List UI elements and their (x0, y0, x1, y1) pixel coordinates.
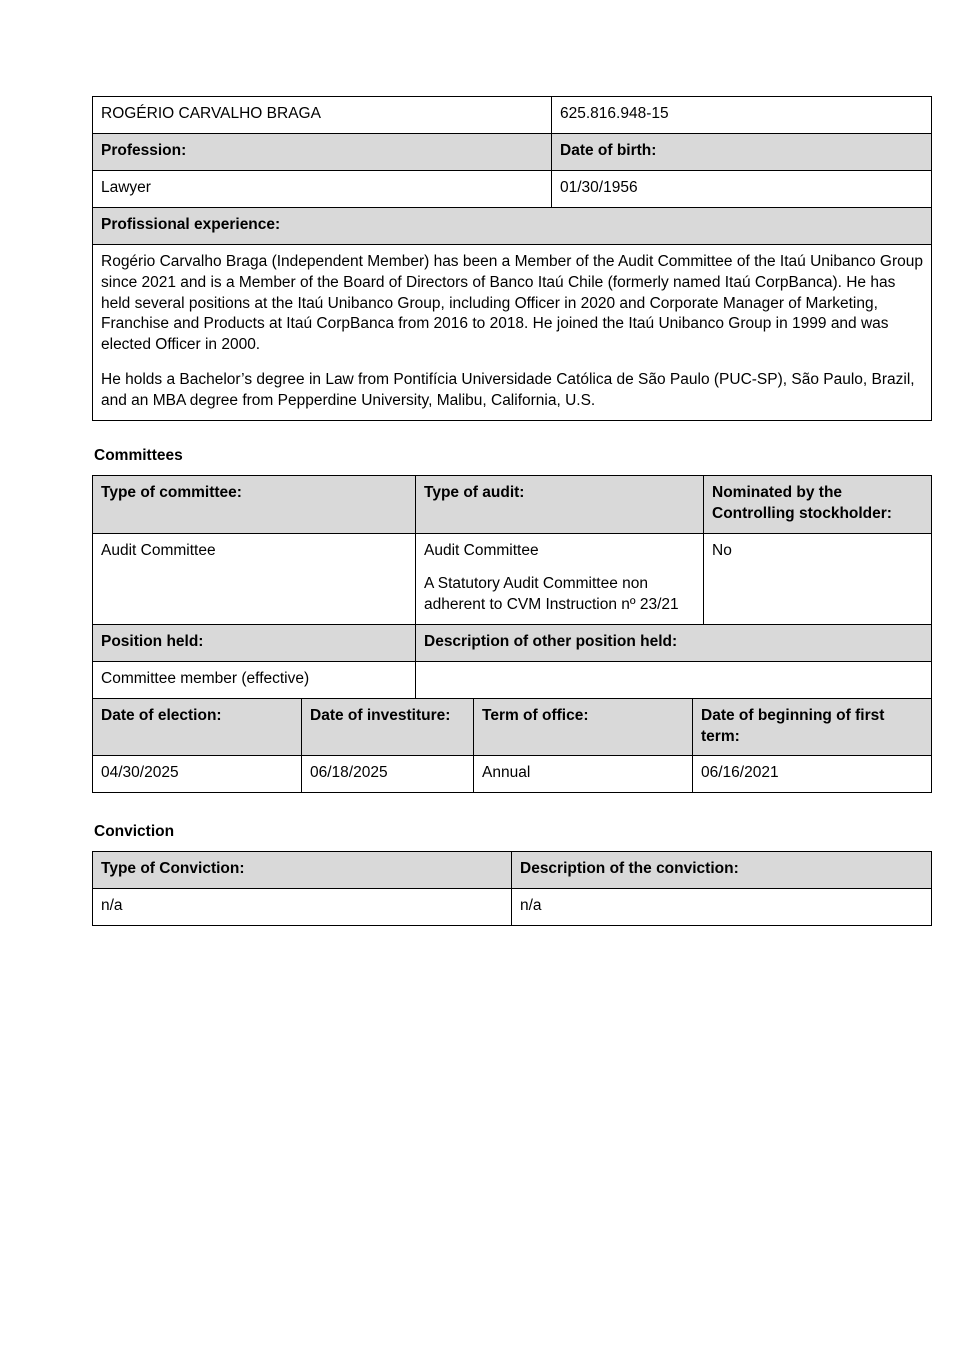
committees-table (92, 475, 932, 698)
date-of-election-header: Date of election: (93, 698, 302, 756)
table-row (93, 133, 932, 170)
date-of-election-value: 04/30/2025 (93, 756, 302, 793)
type-of-audit-value (416, 533, 704, 624)
date-of-birth-header: Date of birth: (552, 133, 932, 170)
table-row (93, 476, 932, 534)
committees-section-title: Committees (94, 447, 183, 465)
table-row (93, 207, 932, 244)
type-of-committee-header: Type of committee: (93, 476, 416, 534)
conviction-description-value: n/a (512, 889, 932, 926)
term-of-office-header: Term of office: (474, 698, 693, 756)
conviction-table (92, 851, 932, 926)
position-held-value: Committee member (effective) (93, 661, 416, 698)
table-row (93, 889, 932, 926)
table-row (93, 244, 932, 420)
position-held-header: Position held: (93, 624, 416, 661)
nominated-by-value: No (704, 533, 932, 624)
date-first-term-value: 06/16/2021 (693, 756, 932, 793)
member-name: ROGÉRIO CARVALHO BRAGA (93, 97, 552, 134)
profession-value: Lawyer (93, 170, 552, 207)
profession-header: Profession: (93, 133, 552, 170)
table-row (93, 97, 932, 134)
type-of-committee-value: Audit Committee (93, 533, 416, 624)
professional-experience-header: Profissional experience: (93, 207, 932, 244)
table-row (93, 756, 932, 793)
conviction-type-header: Type of Conviction: (93, 852, 512, 889)
professional-experience-body (93, 244, 932, 420)
date-of-investiture-value: 06/18/2025 (302, 756, 474, 793)
table-row (93, 698, 932, 756)
conviction-type-value: n/a (93, 889, 512, 926)
table-row (93, 170, 932, 207)
experience-paragraph-1: Rogério Carvalho Braga (Independent Member) has been a Member of the Audit Committee of the Itaú Unibanco Group since 2021 and is a Member of the Board of Directors of Banco Itaú Chile (formerly named Itaú CorpBanca). He has held several positions at the Itaú Unibanco Group, including Officer in 2020 and Corporate Manager of Marketing, Franchise and Products at Itaú CorpBanca from 2016 to 2018. He joined the Itaú Unibanco Group in 1999 and was elected Officer in 2000. (101, 252, 923, 354)
member-tax-id: 625.816.948-15 (552, 97, 932, 134)
term-of-office-value: Annual (474, 756, 693, 793)
personal-information-table (92, 96, 932, 421)
experience-paragraph-2: He holds a Bachelor’s degree in Law from Pontifícia Universidade Católica de São Paulo (PUC-SP), São Paulo, Brazil, and an MBA degree from Pepperdine University, Malibu, California, U.S. (101, 371, 915, 410)
other-position-value (416, 661, 932, 698)
table-row (93, 624, 932, 661)
date-of-investiture-header: Date of investiture: (302, 698, 474, 756)
type-of-audit-line-1: Audit Committee (424, 541, 539, 559)
committee-term-table (92, 698, 932, 794)
conviction-description-header: Description of the conviction: (512, 852, 932, 889)
table-row (93, 661, 932, 698)
conviction-section-title: Conviction (94, 823, 175, 841)
other-position-header: Description of other position held: (416, 624, 932, 661)
date-of-birth-value: 01/30/1956 (552, 170, 932, 207)
table-row (93, 533, 932, 624)
nominated-by-header: Nominated by the Controlling stockholder: (704, 476, 932, 534)
type-of-audit-line-2: A Statutory Audit Committee non adherent to CVM Instruction nº 23/21 (424, 574, 679, 613)
table-row (93, 852, 932, 889)
type-of-audit-header: Type of audit: (416, 476, 704, 534)
date-first-term-header: Date of beginning of first term: (693, 698, 932, 756)
